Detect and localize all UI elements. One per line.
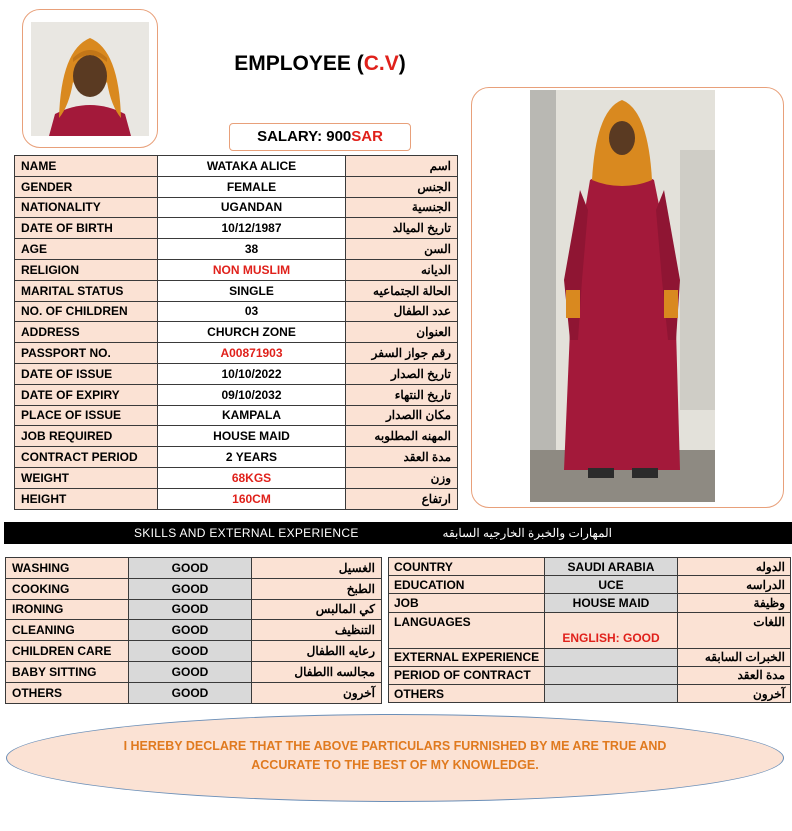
detail-arabic: الحالة الجتماعيه: [346, 280, 458, 301]
skill-value: GOOD: [129, 641, 252, 662]
detail-arabic: الديانه: [346, 259, 458, 280]
detail-arabic: الجنسية: [346, 197, 458, 218]
skill-label: WASHING: [6, 558, 129, 579]
exp-arabic: وظيفة: [678, 594, 791, 612]
skill-value: GOOD: [129, 558, 252, 579]
exp-label: LANGUAGES: [389, 612, 545, 648]
portrait-photo: [31, 22, 149, 136]
detail-value: FEMALE: [158, 176, 346, 197]
exp-row-country: [389, 558, 791, 576]
skill-arabic: مجالسه االطفال: [252, 661, 382, 682]
skill-arabic: آخرون: [252, 682, 382, 703]
exp-arabic: الدراسه: [678, 576, 791, 594]
skill-arabic: التنظيف: [252, 620, 382, 641]
personal-details-table: [14, 155, 458, 510]
portrait-photo-frame: [22, 9, 158, 148]
exp-label: OTHERS: [389, 684, 545, 702]
detail-row: [15, 343, 458, 364]
exp-arabic: الخبرات السابقه: [678, 648, 791, 666]
skill-row: [6, 641, 382, 662]
exp-label: JOB: [389, 594, 545, 612]
detail-row: [15, 426, 458, 447]
skill-arabic: الطبخ: [252, 578, 382, 599]
skill-label: COOKING: [6, 578, 129, 599]
exp-label: PERIOD OF CONTRACT: [389, 666, 545, 684]
detail-label: DATE OF EXPIRY: [15, 384, 158, 405]
declaration-line-2: ACCURATE TO THE BEST OF MY KNOWLEDGE.: [251, 758, 539, 772]
exp-value: HOUSE MAID: [545, 594, 678, 612]
detail-row: [15, 405, 458, 426]
exp-arabic: مدة العقد: [678, 666, 791, 684]
exp-arabic: الدوله: [678, 558, 791, 576]
detail-row: [15, 488, 458, 509]
detail-value: 2 YEARS: [158, 447, 346, 468]
detail-row: [15, 467, 458, 488]
detail-row: [15, 156, 458, 177]
detail-label: CONTRACT PERIOD: [15, 447, 158, 468]
full-length-photo: [530, 90, 715, 502]
detail-label: HEIGHT: [15, 488, 158, 509]
detail-label: PASSPORT NO.: [15, 343, 158, 364]
detail-label: JOB REQUIRED: [15, 426, 158, 447]
skill-label: BABY SITTING: [6, 661, 129, 682]
detail-label: NATIONALITY: [15, 197, 158, 218]
exp-row-job: [389, 594, 791, 612]
exp-label: EXTERNAL EXPERIENCE: [389, 648, 545, 666]
detail-arabic: تاريخ الميالد: [346, 218, 458, 239]
detail-row: [15, 259, 458, 280]
detail-row: [15, 384, 458, 405]
exp-row-period: [389, 666, 791, 684]
detail-arabic: العنوان: [346, 322, 458, 343]
detail-value: HOUSE MAID: [158, 426, 346, 447]
detail-arabic: تاريخ الصدار: [346, 363, 458, 384]
detail-value: UGANDAN: [158, 197, 346, 218]
skill-label: CLEANING: [6, 620, 129, 641]
detail-arabic: السن: [346, 239, 458, 260]
detail-arabic: وزن: [346, 467, 458, 488]
detail-row: [15, 218, 458, 239]
detail-value: WATAKA ALICE: [158, 156, 346, 177]
detail-value: 68KGS: [158, 467, 346, 488]
detail-value: KAMPALA: [158, 405, 346, 426]
exp-row-languages: [389, 612, 791, 648]
exp-value: [545, 648, 678, 666]
detail-arabic: عدد الطفال: [346, 301, 458, 322]
skill-arabic: رعايه االطفال: [252, 641, 382, 662]
detail-arabic: رقم جواز السفر: [346, 343, 458, 364]
detail-label: PLACE OF ISSUE: [15, 405, 158, 426]
skill-row: [6, 620, 382, 641]
exp-row-education: [389, 576, 791, 594]
detail-row: [15, 363, 458, 384]
detail-row: [15, 447, 458, 468]
salary-currency: SAR: [351, 128, 383, 145]
skill-label: CHILDREN CARE: [6, 641, 129, 662]
detail-arabic: تاريخ النتهاء: [346, 384, 458, 405]
salary-label: SALARY: 900: [257, 128, 352, 145]
detail-label: DATE OF BIRTH: [15, 218, 158, 239]
skill-value: GOOD: [129, 620, 252, 641]
detail-label: DATE OF ISSUE: [15, 363, 158, 384]
declaration-line-1: I HEREBY DECLARE THAT THE ABOVE PARTICULARS FURNISHED BY ME ARE TRUE AND: [123, 739, 667, 753]
exp-row-external: [389, 648, 791, 666]
detail-row: [15, 176, 458, 197]
detail-value: 10/10/2022: [158, 363, 346, 384]
exp-label: EDUCATION: [389, 576, 545, 594]
detail-arabic: مدة العقد: [346, 447, 458, 468]
detail-row: [15, 280, 458, 301]
full-length-photo-frame: [471, 87, 784, 508]
experience-table: [388, 557, 791, 703]
detail-value: 03: [158, 301, 346, 322]
exp-arabic: اللغات: [678, 612, 791, 648]
exp-label: COUNTRY: [389, 558, 545, 576]
detail-value: NON MUSLIM: [158, 259, 346, 280]
detail-label: ADDRESS: [15, 322, 158, 343]
skill-row: [6, 682, 382, 703]
skill-value: GOOD: [129, 599, 252, 620]
detail-label: NO. OF CHILDREN: [15, 301, 158, 322]
skill-row: [6, 578, 382, 599]
detail-value: 09/10/2032: [158, 384, 346, 405]
detail-row: [15, 301, 458, 322]
skill-value: GOOD: [129, 682, 252, 703]
exp-value: SAUDI ARABIA: [545, 558, 678, 576]
exp-row-others: [389, 684, 791, 702]
detail-value: SINGLE: [158, 280, 346, 301]
skill-row: [6, 661, 382, 682]
declaration-ellipse: [6, 714, 784, 802]
page-title: EMPLOYEE (C.V): [234, 52, 406, 75]
detail-value: 10/12/1987: [158, 218, 346, 239]
detail-value: A00871903: [158, 343, 346, 364]
skill-value: GOOD: [129, 661, 252, 682]
skills-header-english: SKILLS AND EXTERNAL EXPERIENCE: [134, 526, 359, 540]
exp-value: UCE: [545, 576, 678, 594]
salary-box: [229, 123, 411, 151]
detail-arabic: اسم: [346, 156, 458, 177]
skill-label: OTHERS: [6, 682, 129, 703]
skill-value: GOOD: [129, 578, 252, 599]
detail-label: AGE: [15, 239, 158, 260]
skill-arabic: كي المالبس: [252, 599, 382, 620]
detail-label: WEIGHT: [15, 467, 158, 488]
skill-row: [6, 558, 382, 579]
detail-row: [15, 322, 458, 343]
exp-arabic: آخرون: [678, 684, 791, 702]
detail-arabic: المهنه المطلوبه: [346, 426, 458, 447]
exp-value: [545, 684, 678, 702]
title-accent: C.V: [363, 52, 399, 75]
skill-arabic: الغسيل: [252, 558, 382, 579]
exp-value-languages: ENGLISH: GOOD: [545, 612, 678, 648]
skill-row: [6, 599, 382, 620]
detail-arabic: الجنس: [346, 176, 458, 197]
skills-table: [5, 557, 382, 704]
detail-row: [15, 239, 458, 260]
skills-header-arabic: المهارات والخبرة الخارجيه السابقه: [442, 526, 612, 540]
detail-value: 160CM: [158, 488, 346, 509]
detail-value: CHURCH ZONE: [158, 322, 346, 343]
detail-label: MARITAL STATUS: [15, 280, 158, 301]
detail-arabic: مكان االصدار: [346, 405, 458, 426]
detail-label: NAME: [15, 156, 158, 177]
detail-arabic: ارتفاع: [346, 488, 458, 509]
detail-label: GENDER: [15, 176, 158, 197]
exp-value: [545, 666, 678, 684]
detail-label: RELIGION: [15, 259, 158, 280]
skills-header-bar: [4, 522, 792, 544]
detail-row: [15, 197, 458, 218]
detail-value: 38: [158, 239, 346, 260]
skill-label: IRONING: [6, 599, 129, 620]
